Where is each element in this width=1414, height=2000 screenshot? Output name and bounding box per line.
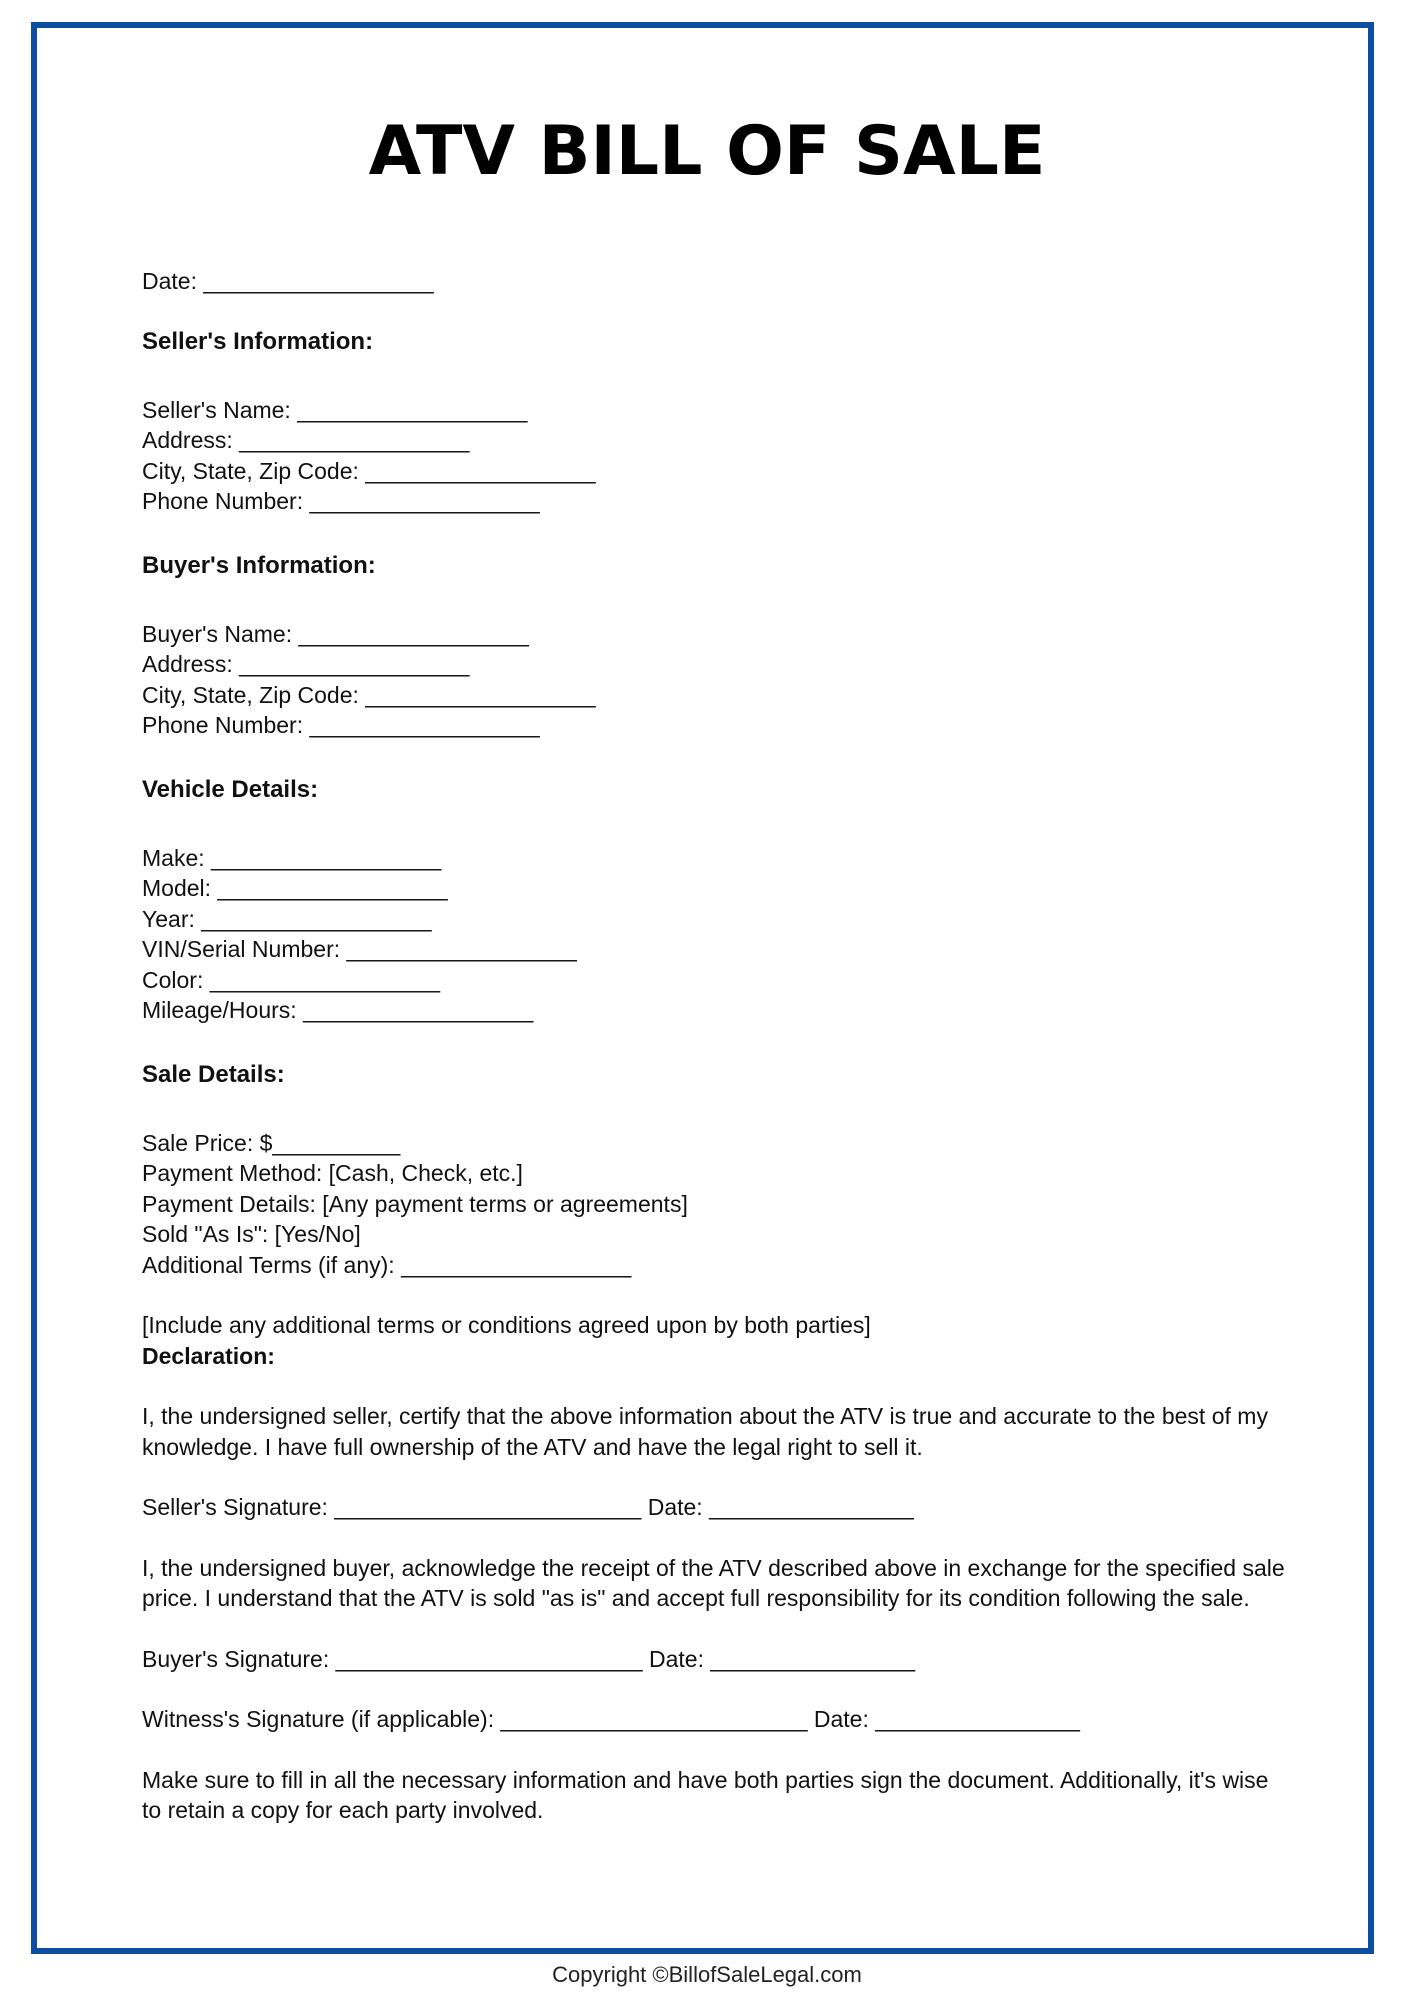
sale-heading: Sale Details: [142,1060,285,1088]
vehicle-model-line: Model: __________________ [142,875,448,901]
vehicle-make-line: Make: __________________ [142,844,442,871]
seller-city-line: City, State, Zip Code: __________________ [142,457,596,484]
date-line: Date: __________________ [142,268,434,294]
vehicle-heading: Vehicle Details: [142,775,319,803]
buyer-name-line: Buyer's Name: __________________ [142,620,529,647]
sold-as-is-line: Sold "As Is": [Yes/No] [142,1221,361,1247]
seller-phone-line: Phone Number: __________________ [142,488,540,514]
buyer-city-line: City, State, Zip Code: __________________ [142,681,596,708]
vehicle-year-line: Year: __________________ [142,905,432,932]
witness-signature-line: Witness's Signature (if applicable): ________________________ Date: ________________ [142,1706,1080,1732]
seller-address-line: Address: __________________ [142,427,470,453]
declaration-heading: Declaration: [142,1342,275,1369]
payment-method-line: Payment Method: [Cash, Check, etc.] [142,1160,523,1186]
closing-note: Make sure to fill in all the necessary information and have both parties sign the document. Additionally, it's wise to retain a copy for each party involved. [142,1766,1269,1823]
vehicle-color-line: Color: __________________ [142,966,440,993]
buyer-heading: Buyer's Information: [142,551,376,579]
buyer-address-line: Address: __________________ [142,651,470,677]
additional-terms-line: Additional Terms (if any): __________________ [142,1251,632,1278]
vehicle-vin-line: VIN/Serial Number: __________________ [142,936,577,962]
buyer-signature-line: Buyer's Signature: ________________________ Date: ________________ [142,1645,916,1672]
payment-details-line: Payment Details: [Any payment terms or agreements] [142,1190,688,1217]
include-note: [Include any additional terms or conditions agreed upon by both parties] [142,1312,871,1338]
copyright-footer: Copyright ©BillofSaleLegal.com [552,1962,862,1987]
seller-certification-text: I, the undersigned seller, certify that the above information about the ATV is true and accurate to the best of my knowledge. I have full ownership of the ATV and have the legal right to sell it. [142,1403,1268,1460]
buyer-acknowledgement-text: I, the undersigned buyer, acknowledge the receipt of the ATV described above in exchange for the specified sale price. I understand that the ATV is sold "as is" and accept full responsibility for its condition following the sale. [142,1554,1285,1611]
seller-signature-line: Seller's Signature: ________________________ Date: ________________ [142,1494,914,1520]
sale-price-line: Sale Price: $__________ [142,1129,401,1156]
seller-name-line: Seller's Name: __________________ [142,396,528,423]
document-title: ATV BILL OF SALE [368,112,1046,191]
document-body [142,266,1292,1826]
seller-heading: Seller's Information: [142,327,374,355]
vehicle-mileage-line: Mileage/Hours: __________________ [142,997,534,1023]
buyer-phone-line: Phone Number: __________________ [142,712,540,738]
